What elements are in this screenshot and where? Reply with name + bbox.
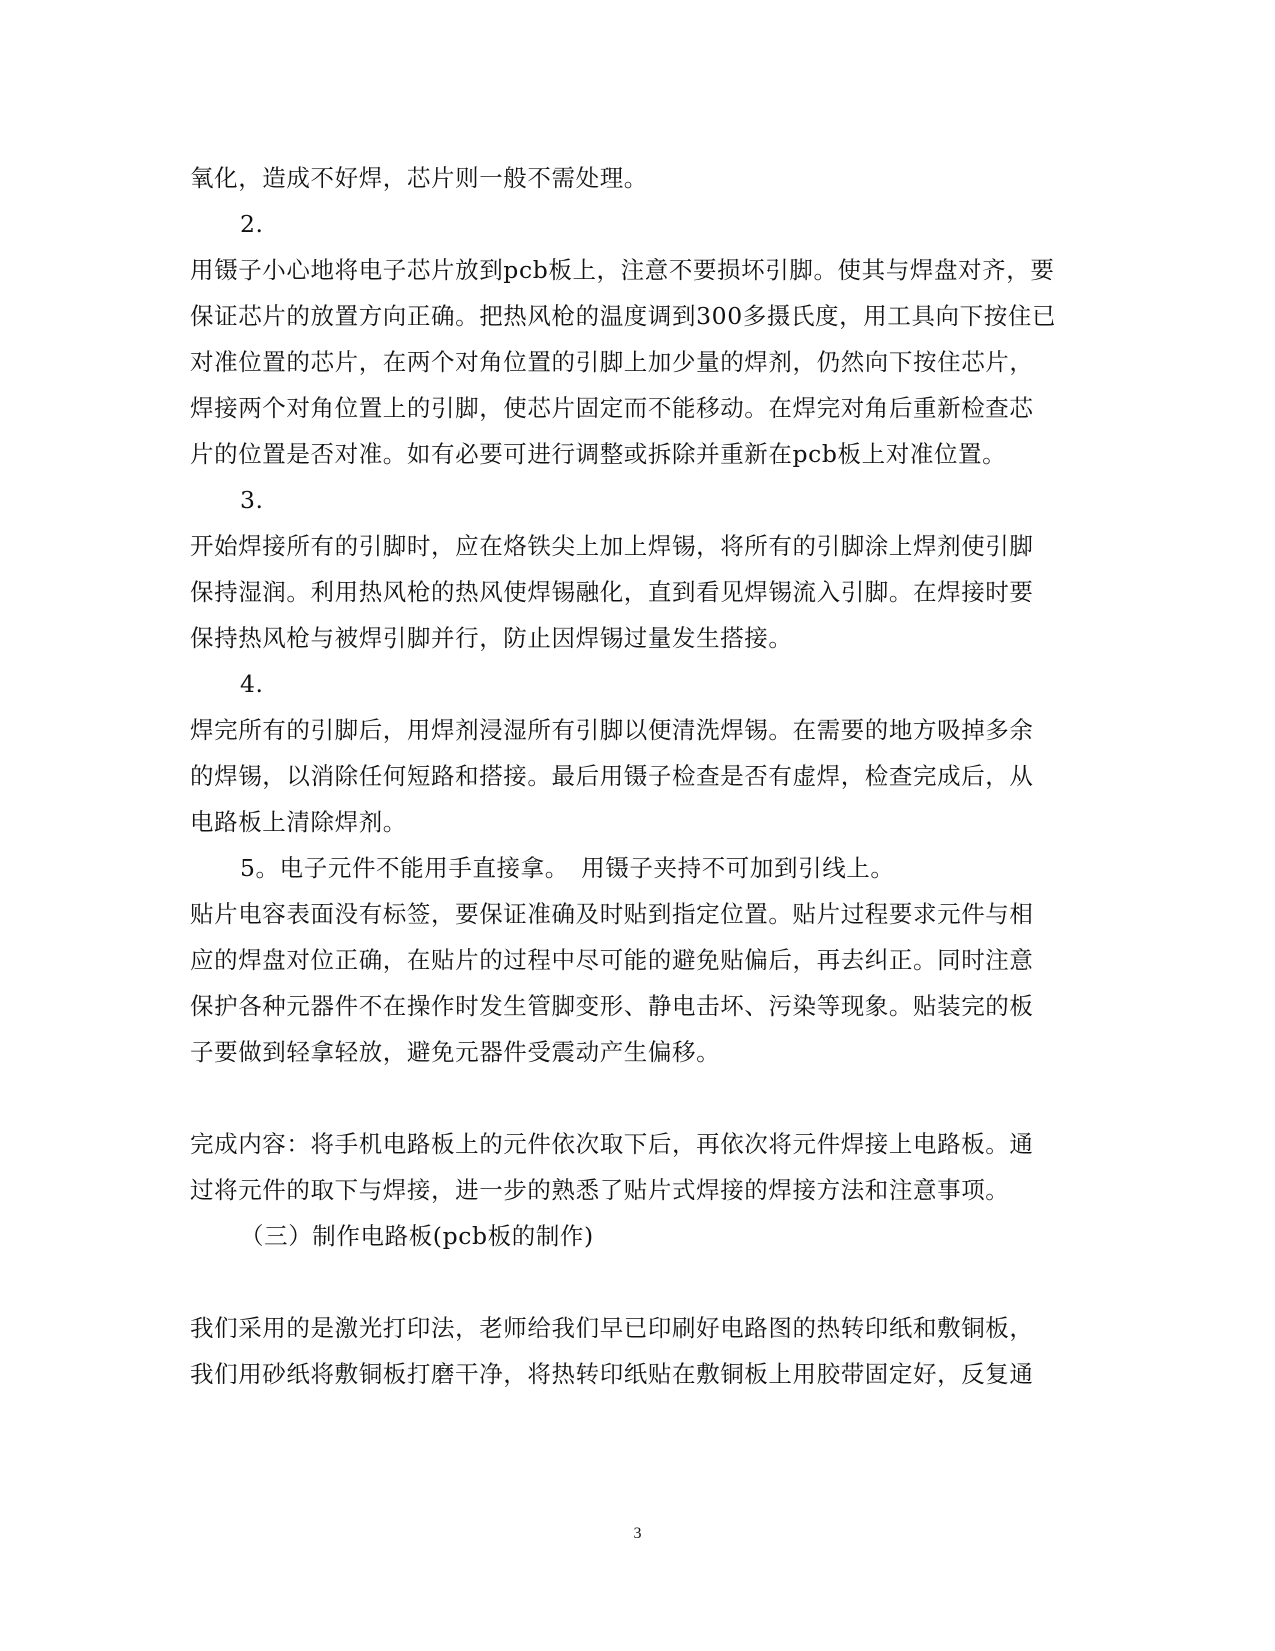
text-line: 子要做到轻拿轻放，避免元器件受震动产生偏移。 <box>190 1038 721 1066</box>
text-line: 保护各种元器件不在操作时发生管脚变形、静电击坏、污染等现象。贴装完的板 <box>190 992 1034 1020</box>
text-line: 电路板上清除焊剂。 <box>190 808 407 836</box>
text-line: 我们用砂纸将敷铜板打磨干净，将热转印纸贴在敷铜板上用胶带固定好，反复通 <box>190 1360 1034 1388</box>
page-number: 3 <box>633 1525 642 1542</box>
text-line: 开始焊接所有的引脚时，应在烙铁尖上加上焊锡，将所有的引脚涂上焊剂使引脚 <box>190 532 1034 560</box>
text-line: 保证芯片的放置方向正确。把热风枪的温度调到300多摄氏度，用工具向下按住已 <box>190 302 1057 330</box>
text-line: 过将元件的取下与焊接，进一步的熟悉了贴片式焊接的焊接方法和注意事项。 <box>190 1176 1010 1204</box>
item-number: 4. <box>240 670 264 698</box>
text-line: 保持湿润。利用热风枪的热风使焊锡融化，直到看见焊锡流入引脚。在焊接时要 <box>190 578 1034 606</box>
section-heading: （三）制作电路板(pcb板的制作) <box>240 1222 594 1250</box>
text-line: 焊接两个对角位置上的引脚，使芯片固定而不能移动。在焊完对角后重新检查芯 <box>190 394 1034 422</box>
text-line: 用镊子小心地将电子芯片放到pcb板上，注意不要损坏引脚。使其与焊盘对齐，要 <box>190 256 1055 284</box>
item-number: 2. <box>240 210 264 238</box>
text-line: 焊完所有的引脚后，用焊剂浸湿所有引脚以便清洗焊锡。在需要的地方吸掉多余 <box>190 716 1034 744</box>
text-line: 对准位置的芯片，在两个对角位置的引脚上加少量的焊剂，仍然向下按住芯片， <box>190 348 1034 376</box>
text-line: 保持热风枪与被焊引脚并行，防止因焊锡过量发生搭接。 <box>190 624 793 652</box>
text-line: 氧化，造成不好焊，芯片则一般不需处理。 <box>190 164 648 192</box>
item-number: 3. <box>240 486 264 514</box>
text-line: 应的焊盘对位正确，在贴片的过程中尽可能的避免贴偏后，再去纠正。同时注意 <box>190 946 1034 974</box>
text-line: 片的位置是否对准。如有必要可进行调整或拆除并重新在pcb板上对准位置。 <box>190 440 1007 468</box>
text-line: 的焊锡，以消除任何短路和搭接。最后用镊子检查是否有虚焊，检查完成后，从 <box>190 762 1034 790</box>
text-line: 5。电子元件不能用手直接拿。 用镊子夹持不可加到引线上。 <box>240 854 895 882</box>
text-line: 贴片电容表面没有标签，要保证准确及时贴到指定位置。贴片过程要求元件与相 <box>190 900 1034 928</box>
text-line: 我们采用的是激光打印法，老师给我们早已印刷好电路图的热转印纸和敷铜板， <box>190 1314 1034 1342</box>
text-line: 完成内容：将手机电路板上的元件依次取下后，再依次将元件焊接上电路板。通 <box>190 1130 1034 1158</box>
